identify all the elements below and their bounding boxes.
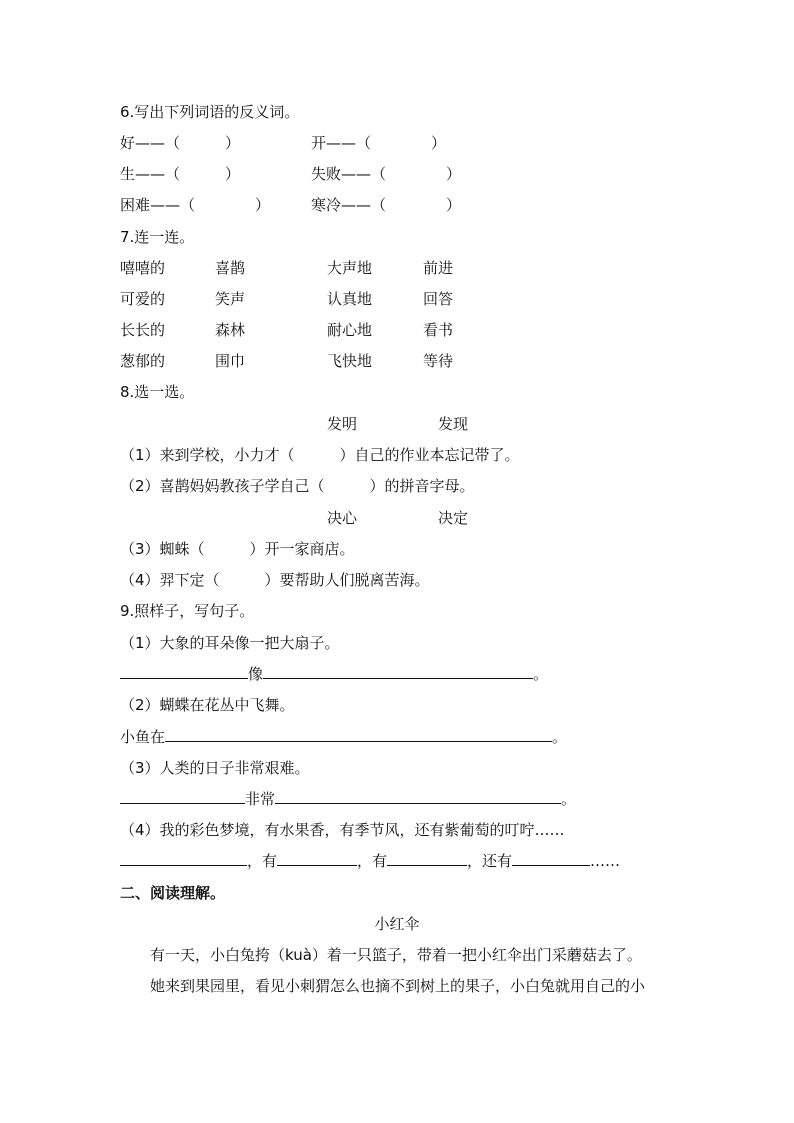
q7-col3-item: 认真地 [327, 290, 373, 308]
q9-example-2: （2）蝴蝶在花丛中飞舞。 [120, 696, 295, 714]
answer-blank[interactable] [275, 788, 561, 804]
q7-col1-item: 葱郁的 [120, 352, 166, 370]
q8-choice-1: 发明 [327, 415, 358, 433]
answer-word: 像 [248, 665, 264, 683]
q8-choice-2: 发现 [438, 415, 469, 433]
q6-row3-left: 困难——（ ） [120, 196, 271, 214]
answer-blank[interactable] [120, 663, 248, 679]
q8-item-3: （3）蜘蛛（ ）开一家商店。 [120, 540, 355, 558]
q7-col3-item: 耐心地 [327, 321, 373, 339]
q7-col3-item: 飞快地 [327, 352, 373, 370]
answer-word: 非常 [245, 790, 276, 808]
story-paragraph: 她来到果园里，看见小刺猬怎么也摘不到树上的果子，小白兔就用自己的小 [150, 977, 646, 995]
q6-row2-right: 失败——（ ） [311, 165, 462, 183]
answer-blank[interactable] [277, 850, 357, 866]
answer-punct: 。 [533, 665, 549, 683]
q6-row1-left: 好——（ ） [120, 134, 241, 152]
q9-example-1: （1）大象的耳朵像一把大扇子。 [120, 634, 340, 652]
q7-col1-item: 可爱的 [120, 290, 166, 308]
answer-word: 小鱼在 [120, 728, 166, 746]
q8-choice-3: 决心 [327, 509, 358, 527]
q9-title: 9.照样子，写句子。 [120, 602, 255, 620]
answer-blank[interactable] [263, 663, 533, 679]
q6-row2-left: 生——（ ） [120, 165, 241, 183]
answer-word: ，有 [357, 852, 388, 870]
story-paragraph: 有一天，小白兔挎（kuà）着一只篮子，带着一把小红伞出门采蘑菇去了。 [150, 946, 642, 964]
answer-word: ，还有 [467, 852, 513, 870]
answer-word: ，有 [247, 852, 278, 870]
q6-title: 6.写出下列词语的反义词。 [120, 103, 300, 121]
q8-item-2: （2）喜鹊妈妈教孩子学自己（ ）的拼音字母。 [120, 477, 475, 495]
q8-title: 8.选一选。 [120, 383, 195, 401]
q8-item-1: （1）来到学校，小力才（ ）自己的作业本忘记带了。 [120, 446, 520, 464]
answer-blank[interactable] [512, 850, 590, 866]
q7-col1-item: 嘻嘻的 [120, 259, 166, 277]
q9-example-4: （4）我的彩色梦境，有水果香，有季节风，还有紫葡萄的叮咛…… [120, 821, 565, 839]
q6-row1-right: 开——（ ） [311, 134, 447, 152]
q7-col2-item: 森林 [215, 321, 246, 339]
q7-col2-item: 围巾 [215, 352, 246, 370]
q8-item-4: （4）羿下定（ ）要帮助人们脱离苦海。 [120, 571, 430, 589]
q7-col4-item: 看书 [423, 321, 454, 339]
q7-col4-item: 前进 [423, 259, 454, 277]
q9-answer-line-1 [120, 663, 548, 685]
q9-answer-line-3 [120, 788, 576, 810]
answer-blank[interactable] [120, 788, 245, 804]
q7-col1-item: 长长的 [120, 321, 166, 339]
answer-punct: …… [590, 852, 621, 870]
q7-col2-item: 笑声 [215, 290, 246, 308]
answer-punct: 。 [561, 790, 577, 808]
q9-answer-line-2 [120, 726, 567, 748]
answer-blank[interactable] [120, 850, 247, 866]
q9-answer-line-4 [120, 850, 620, 872]
q7-col2-item: 喜鹊 [215, 259, 246, 277]
answer-blank[interactable] [165, 726, 552, 742]
answer-punct: 。 [552, 728, 568, 746]
story-title: 小红伞 [374, 915, 420, 933]
q6-row3-right: 寒冷——（ ） [311, 196, 462, 214]
q7-col4-item: 等待 [423, 352, 454, 370]
q8-choice-4: 决定 [438, 509, 469, 527]
q7-col3-item: 大声地 [327, 259, 373, 277]
q7-title: 7.连一连。 [120, 228, 195, 246]
q7-col4-item: 回答 [423, 290, 454, 308]
answer-blank[interactable] [387, 850, 467, 866]
section-heading: 二、阅读理解。 [120, 884, 226, 902]
q9-example-3: （3）人类的日子非常艰难。 [120, 759, 310, 777]
